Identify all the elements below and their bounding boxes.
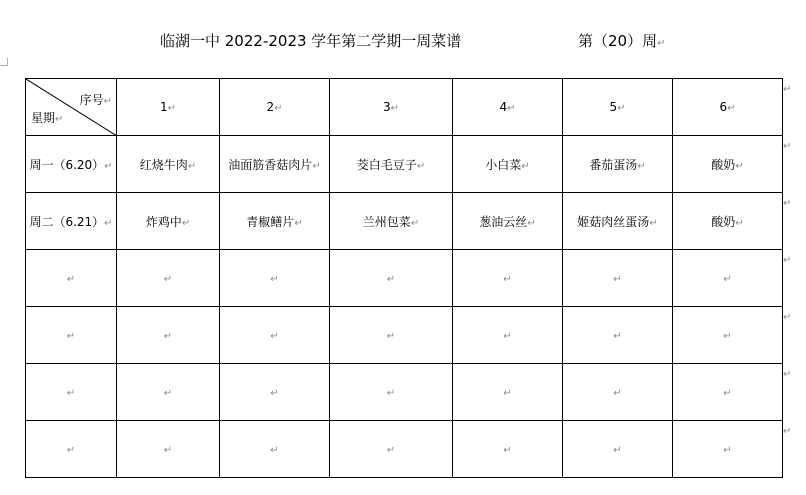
dish-cell: ↵: [563, 250, 673, 307]
dish-cell: ↵: [117, 250, 220, 307]
dish-cell: ↵: [117, 307, 220, 364]
dish-cell: ↵: [220, 250, 330, 307]
day-cell: ↵: [26, 364, 117, 421]
week-number: 第（20）周↵: [578, 32, 666, 50]
column-header: 4↵: [453, 79, 563, 136]
day-label: 星期↵: [31, 111, 64, 125]
menu-title-line: [0, 30, 806, 52]
dish-cell: ↵: [220, 421, 330, 478]
dish-cell: ↵: [563, 364, 673, 421]
dish-cell: ↵: [673, 364, 783, 421]
table-row: [26, 193, 783, 250]
dish-cell: 酸奶↵: [673, 193, 783, 250]
seq-label: 序号↵: [79, 93, 112, 107]
corner-header-cell: [26, 79, 117, 136]
table-row: [26, 307, 783, 364]
dish-cell: ↵: [563, 307, 673, 364]
dish-cell: ↵: [220, 307, 330, 364]
paragraph-mark-icon: ↵: [657, 38, 666, 49]
paragraph-mark-icon: ↵: [783, 312, 792, 323]
paragraph-mark-icon: ↵: [783, 255, 792, 266]
day-cell: ↵: [26, 307, 117, 364]
paragraph-mark-icon: ↵: [783, 426, 792, 437]
dish-cell: 油面筋香菇肉片↵: [220, 136, 330, 193]
dish-cell: ↵: [673, 250, 783, 307]
day-cell: ↵: [26, 421, 117, 478]
dish-cell: ↵: [673, 421, 783, 478]
table-row: [26, 364, 783, 421]
dish-cell: ↵: [330, 307, 453, 364]
page-corner-mark: [0, 58, 8, 66]
dish-cell: 姬菇肉丝蛋汤↵: [563, 193, 673, 250]
dish-cell: 青椒鳝片↵: [220, 193, 330, 250]
dish-cell: ↵: [330, 421, 453, 478]
paragraph-mark-icon: ↵: [783, 141, 792, 152]
dish-cell: 小白菜↵: [453, 136, 563, 193]
dish-cell: ↵: [117, 364, 220, 421]
page-title: 临湖一中 2022-2023 学年第二学期一周菜谱: [160, 32, 462, 50]
column-header: 5↵: [563, 79, 673, 136]
paragraph-mark-icon: ↵: [783, 369, 792, 380]
dish-cell: ↵: [453, 421, 563, 478]
dish-cell: 葱油云丝↵: [453, 193, 563, 250]
dish-cell: ↵: [330, 364, 453, 421]
day-cell: 周一（6.20）↵: [26, 136, 117, 193]
dish-cell: 酸奶↵: [673, 136, 783, 193]
dish-cell: ↵: [453, 364, 563, 421]
column-header: 2↵: [220, 79, 330, 136]
paragraph-mark-icon: ↵: [783, 198, 792, 209]
dish-cell: 炸鸡中↵: [117, 193, 220, 250]
dish-cell: ↵: [220, 364, 330, 421]
dish-cell: ↵: [563, 421, 673, 478]
dish-cell: ↵: [117, 421, 220, 478]
dish-cell: 茭白毛豆子↵: [330, 136, 453, 193]
table-row: [26, 136, 783, 193]
dish-cell: ↵: [453, 307, 563, 364]
dish-cell: ↵: [453, 250, 563, 307]
day-cell: 周二（6.21）↵: [26, 193, 117, 250]
dish-cell: 红烧牛肉↵: [117, 136, 220, 193]
dish-cell: 兰州包菜↵: [330, 193, 453, 250]
dish-cell: ↵: [330, 250, 453, 307]
dish-cell: ↵: [673, 307, 783, 364]
day-cell: ↵: [26, 250, 117, 307]
column-header: 1↵: [117, 79, 220, 136]
table-row: [26, 250, 783, 307]
header-row: [26, 79, 783, 136]
paragraph-mark-icon: ↵: [783, 84, 792, 95]
column-header: 6↵: [673, 79, 783, 136]
weekly-menu-table: [25, 78, 783, 478]
table-row: [26, 421, 783, 478]
dish-cell: 番茄蛋汤↵: [563, 136, 673, 193]
column-header: 3↵: [330, 79, 453, 136]
